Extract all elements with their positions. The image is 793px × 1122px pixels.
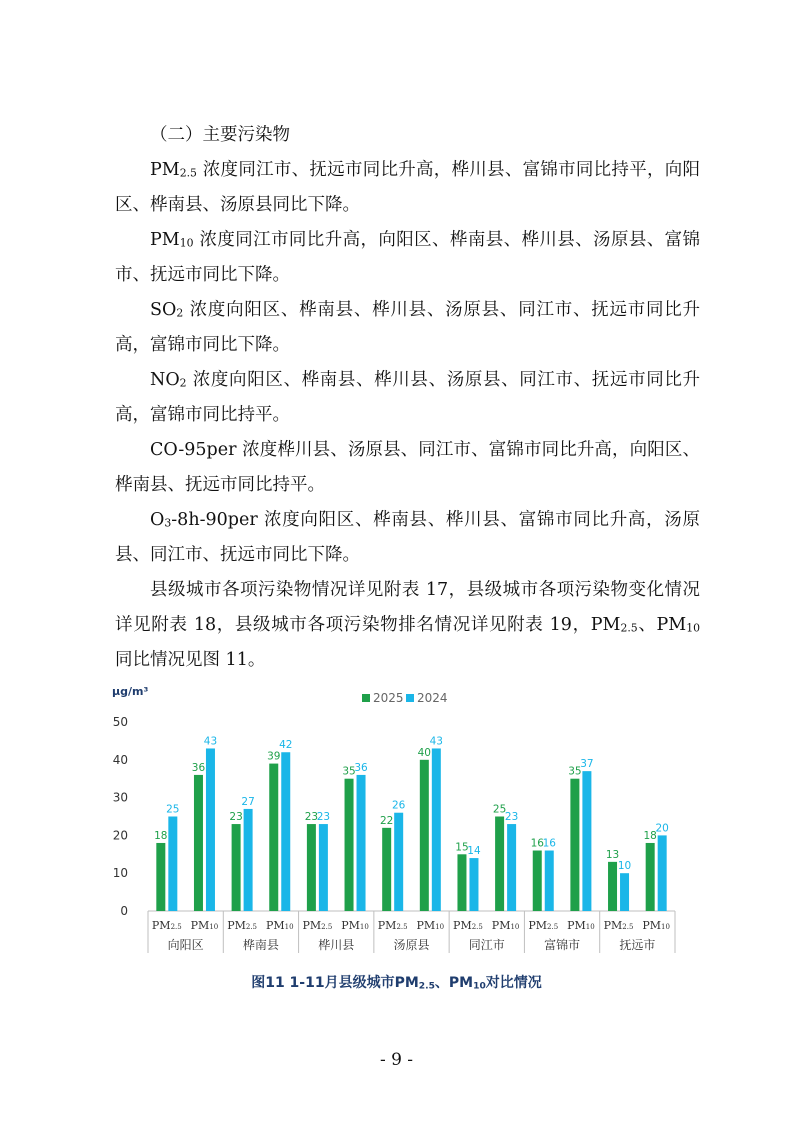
bar-2025	[646, 843, 655, 911]
group-label: 同江市	[468, 938, 505, 952]
data-label-2024: 42	[279, 739, 293, 752]
bar-2024	[432, 748, 441, 911]
bar-2025	[156, 843, 165, 911]
bar-2024	[469, 858, 478, 911]
pollutant-label: PM2.5	[453, 919, 483, 932]
data-label-2025: 13	[605, 848, 620, 861]
pollutant-label: PM10	[265, 919, 294, 932]
bar-2024	[582, 771, 591, 911]
data-label-2024: 43	[429, 735, 444, 748]
data-label-2025: 23	[229, 811, 243, 824]
pollutant-label: PM10	[567, 919, 595, 932]
data-label-2025: 39	[267, 750, 281, 763]
bar-2024	[281, 752, 290, 911]
paragraph-o3: $O_3-8h-90per$ 浓度向阳区、桦南县、桦川县、富锦市同比升高，汤原县、同江市、抚远市同比下降。	[115, 510, 700, 565]
data-label-2025: 23	[304, 811, 319, 824]
data-label-2025: 40	[417, 746, 432, 759]
bar-2025	[307, 824, 316, 911]
bar-2025	[495, 817, 504, 912]
section-heading: （二）主要污染物	[150, 125, 290, 145]
bar-2024	[620, 873, 629, 911]
pollutant-label: PM10	[341, 919, 369, 932]
y-tick-label: 50	[112, 715, 128, 729]
paragraph-no2: $NO_2$ 浓度向阳区、桦南县、桦川县、汤原县、同江市、抚远市同比升高，富锦市同比持平。	[115, 370, 700, 425]
group-label: 抚远市	[619, 938, 656, 952]
bar-2024	[394, 813, 403, 911]
pollutant-label: PM2.5	[302, 919, 333, 932]
paragraph-co: CO-95per 浓度桦川县、汤原县、同江市、富锦市同比升高，向阳区、桦南县、抚远市同比持平。	[115, 440, 700, 495]
group-label: 桦川县	[318, 938, 355, 952]
bar-2024	[658, 835, 667, 911]
pollutant-label: PM2.5	[151, 919, 182, 932]
legend-swatch-2025	[362, 694, 370, 702]
bar-2025	[570, 779, 579, 911]
group-label: 向阳区	[167, 938, 204, 952]
paragraph-pm10: $PM_{10}$ 浓度同江市同比升高，向阳区、桦南县、桦川县、汤原县、富锦市、抚远市同比下降。	[115, 230, 700, 285]
bar-2025	[269, 764, 278, 911]
data-label-2024: 27	[241, 795, 255, 808]
data-label-2024: 43	[203, 735, 218, 748]
data-label-2025: 18	[154, 829, 168, 842]
pollutant-label: PM10	[190, 919, 219, 932]
data-label-2025: 35	[342, 765, 356, 778]
data-label-2024: 16	[542, 837, 556, 850]
figure-caption: 图11 1-11月县级城市$PM_{2.5}$、$PM_{10}$对比情况	[251, 975, 542, 992]
data-label-2024: 14	[467, 845, 481, 858]
pollutant-label: PM2.5	[377, 919, 408, 932]
bar-2024	[357, 775, 366, 911]
pollutant-label: PM10	[491, 919, 520, 932]
group-label: 富锦市	[544, 938, 581, 952]
bar-2025	[232, 824, 241, 911]
data-label-2025: 36	[191, 761, 206, 774]
data-label-2024: 23	[504, 811, 519, 824]
legend-label-2025: 2025	[373, 691, 404, 705]
paragraph-pm25: $PM_{2.5}$ 浓度同江市、抚远市同比升高，桦川县、富锦市同比持平，向阳区、桦南县、汤原县同比下降。	[115, 160, 700, 215]
bar-2025	[533, 851, 542, 911]
data-label-2024: 20	[655, 822, 669, 835]
paragraph-summary: 县级城市各项污染物情况详见附表 17，县级城市各项污染物变化情况详见附表 18，县级城市各项污染物排名情况详见附表 19，$PM_{2.5}$、$PM_{10}$ 同比情况见图 11。	[115, 580, 700, 670]
bar-2025	[345, 779, 354, 911]
bar-2025	[608, 862, 617, 911]
y-tick-label: 20	[112, 828, 128, 843]
pollutant-label: PM2.5	[603, 919, 634, 932]
data-label-2025: 16	[530, 837, 544, 850]
bar-2024	[206, 748, 215, 911]
group-label: 汤原县	[393, 938, 430, 952]
y-tick-label: 30	[112, 790, 128, 805]
y-tick-label: 40	[112, 752, 128, 767]
pollutant-label: PM10	[416, 919, 445, 932]
pollutant-label: PM2.5	[227, 919, 258, 932]
paragraph-so2: $SO_2$ 浓度向阳区、桦南县、桦川县、汤原县、同江市、抚远市同比升高，富锦市同比下降。	[115, 300, 700, 355]
bar-2024	[545, 851, 554, 911]
bar-2025	[382, 828, 391, 911]
bar-2025	[420, 760, 429, 911]
data-label-2024: 23	[316, 811, 331, 824]
bar-2024	[319, 824, 328, 911]
data-label-2025: 15	[455, 841, 469, 854]
bar-2024	[168, 817, 177, 912]
legend-label-2024: 2024	[417, 691, 448, 705]
pollutant-label: PM10	[642, 919, 670, 932]
data-label-2025: 25	[492, 803, 507, 816]
data-label-2024: 36	[354, 761, 368, 774]
bar-2024	[507, 824, 516, 911]
bar-2025	[194, 775, 203, 911]
data-label-2024: 10	[617, 860, 632, 873]
data-label-2024: 37	[580, 758, 594, 771]
y-axis-unit: μg/m³	[112, 685, 149, 698]
bar-2024	[244, 809, 253, 911]
group-label: 桦南县	[242, 938, 279, 952]
data-label-2025: 35	[568, 765, 582, 778]
y-tick-label: 10	[112, 866, 128, 881]
data-label-2025: 22	[379, 814, 394, 827]
data-label-2025: 18	[643, 829, 657, 842]
y-tick-label: 0	[120, 904, 128, 918]
bar-2025	[457, 854, 466, 911]
pollutant-label: PM2.5	[528, 919, 559, 932]
pm-comparison-chart	[110, 682, 690, 967]
data-label-2024: 25	[166, 803, 180, 816]
data-label-2024: 26	[391, 799, 406, 812]
page-number: - 9 -	[379, 1050, 414, 1070]
legend-swatch-2024	[406, 694, 414, 702]
